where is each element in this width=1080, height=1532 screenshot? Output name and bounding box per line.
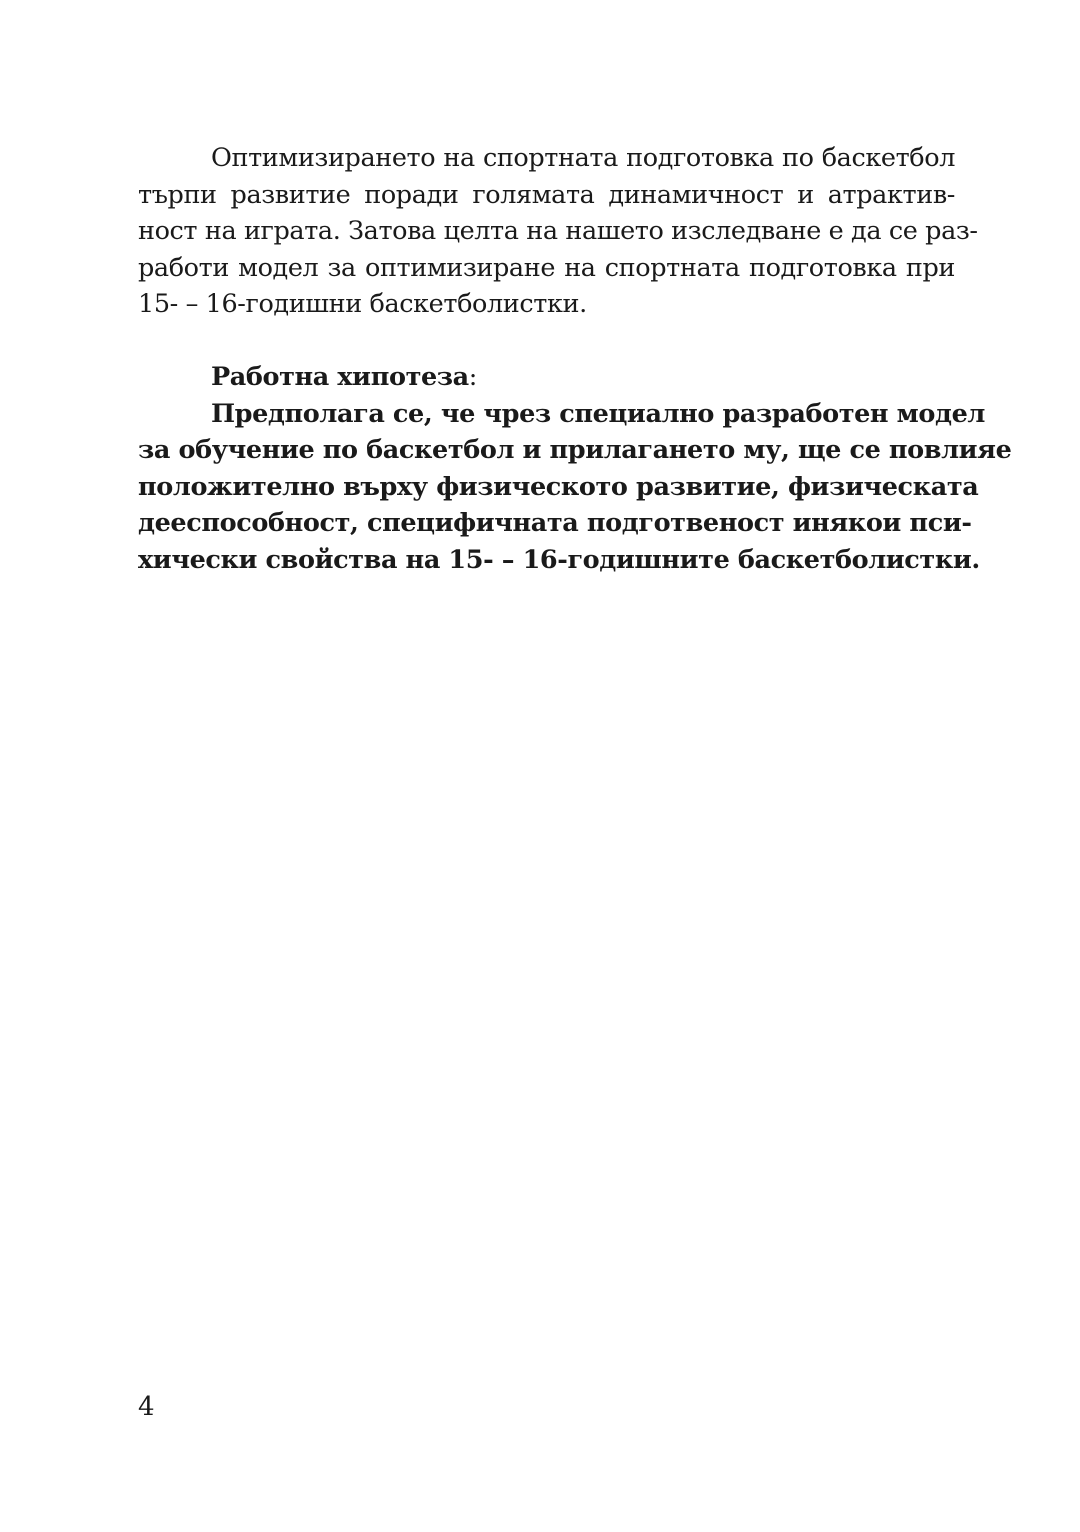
hypothesis-paragraph: [138, 396, 1012, 579]
paragraph-line: Оптимизирането на спортната подготовка по баскетбол: [211, 143, 955, 173]
intro-paragraph: [138, 140, 978, 323]
paragraph-line: търпи развитие поради голямата динамичност и атрактив-: [138, 179, 955, 210]
hypothesis-line: хически свойства на 15- – 16-годишните баскетболистки.: [138, 544, 980, 575]
paragraph-line: ност на играта. Затова целта на нашето изследване е да се раз-: [138, 216, 978, 246]
hypothesis-line: Предполага се, че чрез специално разработен модел: [211, 398, 986, 429]
hypothesis-line: дееспособност, специфичната подготвеност инякои пси-: [138, 508, 972, 538]
paragraph-line: работи модел за оптимизиране на спортната подготовка при: [138, 252, 955, 283]
body-text: [138, 140, 1012, 578]
page-number: 4: [138, 1392, 155, 1422]
hypothesis-heading: [138, 359, 955, 396]
hypothesis-line: за обучение по баскетбол и прилагането му, ще се повлияе: [138, 435, 1012, 465]
hypothesis-heading-colon: :: [468, 362, 477, 392]
paragraph-spacer: [138, 323, 955, 360]
hypothesis-heading-text: Работна хипотеза: [211, 362, 469, 392]
hypothesis-line: положително върху физическото развитие, физическата: [138, 471, 979, 502]
paragraph-line: 15- – 16-годишни баскетболистки.: [138, 289, 587, 319]
